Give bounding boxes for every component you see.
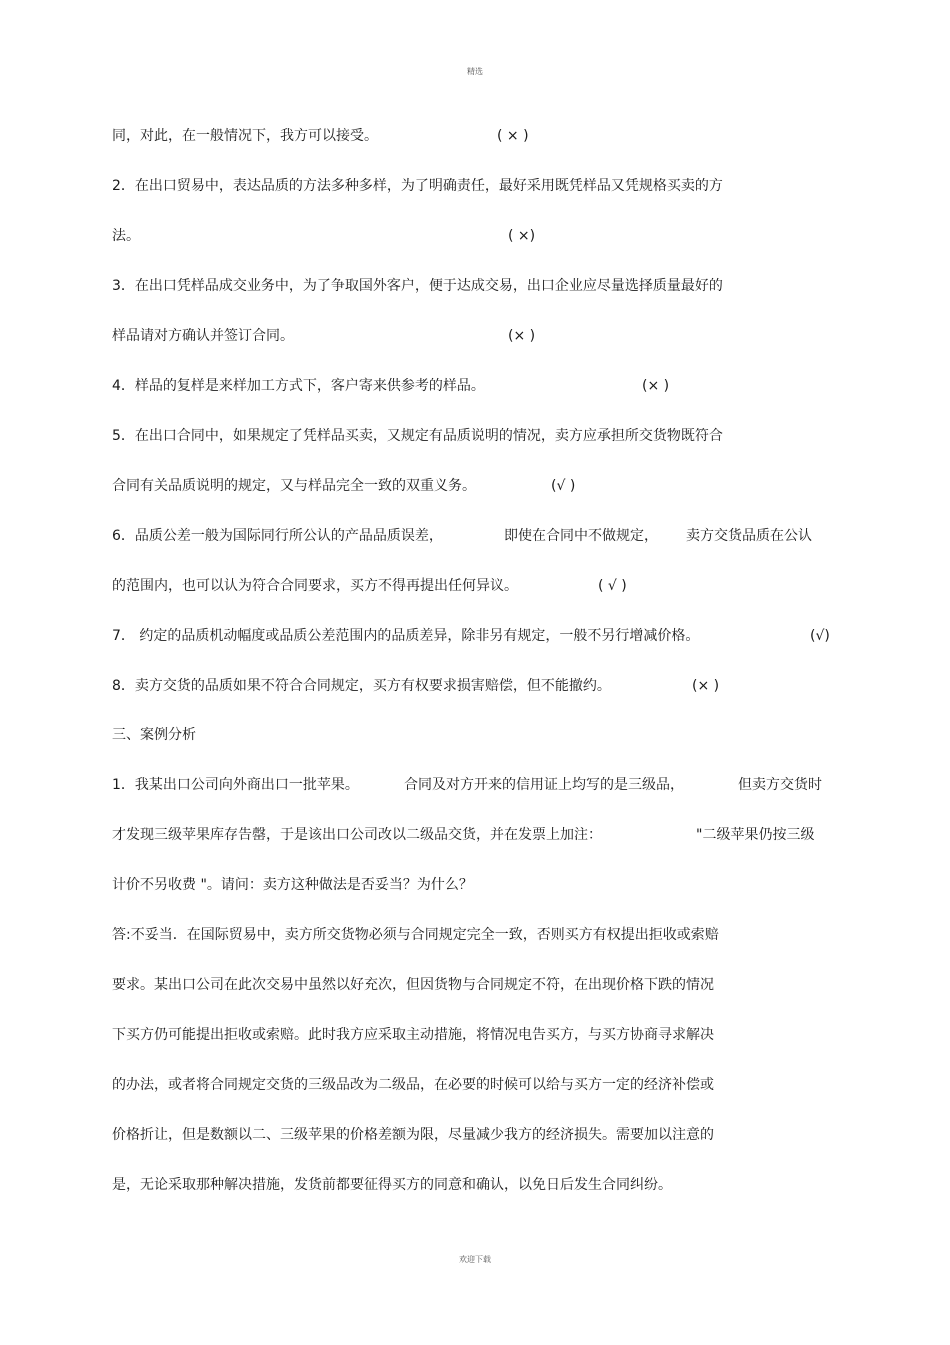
q6-part3: 卖方交货品质在公认 — [686, 528, 812, 544]
answer-line-2: 要求。某出口公司在此次交易中虽然以好充次，但因货物与合同规定不符，在出现价格下跌的情况 — [112, 977, 714, 993]
q1-answer: ( × ) — [497, 128, 529, 144]
q6-part1: 6．品质公差一般为国际同行所公认的产品品质误差， — [112, 528, 443, 544]
q2-line1: 2．在出口贸易中，表达品质的方法多种多样，为了明确责任，最好采用既凭样品又凭规格买卖的方 — [112, 178, 723, 194]
q6-answer: ( √ ) — [598, 578, 627, 594]
q1-text: 同，对此，在一般情况下，我方可以接受。 — [112, 128, 378, 144]
page-header: 精选 — [467, 67, 483, 76]
answer-line-1: 答:不妥当．在国际贸易中，卖方所交货物必须与合同规定完全一致，否则买方有权提出拒收或索赔 — [112, 927, 719, 943]
answer-line-3: 下买方仍可能提出拒收或索赔。此时我方应采取主动措施，将情况电告买方，与买方协商寻求解决 — [112, 1027, 714, 1043]
q3-line2: 样品请对方确认并签订合同。 — [112, 328, 294, 344]
answer-line-6: 是，无论采取那种解决措施，发货前都要征得买方的同意和确认，以免日后发生合同纠纷。 — [112, 1177, 672, 1193]
page-footer: 欢迎下载 — [459, 1255, 491, 1264]
q7-line1: 7． 约定的品质机动幅度或品质公差范围内的品质差异，除非另有规定，一般不另行增减价格。 — [112, 628, 700, 644]
case1-line1b: 合同及对方开来的信用证上均写的是三级品， — [404, 777, 684, 793]
case1-line2a: 才发现三级苹果库存告罄，于是该出口公司改以二级品交货，并在发票上加注： — [112, 827, 602, 843]
q6-line2: 的范围内，也可以认为符合合同要求，买方不得再提出任何异议。 — [112, 578, 518, 594]
section-title: 三、案例分析 — [112, 727, 196, 743]
q6-part2: 即使在合同中不做规定， — [504, 528, 658, 544]
answer-line-5: 价格折让，但是数额以二、三级苹果的价格差额为限，尽量减少我方的经济损失。需要加以注意的 — [112, 1127, 714, 1143]
q3-answer: (× ) — [508, 328, 536, 344]
q3-line1: 3．在出口凭样品成交业务中，为了争取国外客户，便于达成交易，出口企业应尽量选择质量最好的 — [112, 278, 723, 294]
case1-line1c: 但卖方交货时 — [738, 777, 822, 793]
q5-answer: (√ ) — [551, 478, 576, 494]
q8-answer: (× ) — [692, 678, 720, 694]
q7-answer: (√) — [810, 628, 830, 644]
q5-line1: 5．在出口合同中，如果规定了凭样品买卖，又规定有品质说明的情况，卖方应承担所交货物既符合 — [112, 428, 723, 444]
case1-line3: 计价不另收费 "。请问：卖方这种做法是否妥当？为什么？ — [112, 877, 473, 893]
q2-answer: ( ×) — [508, 228, 536, 244]
q5-line2: 合同有关品质说明的规定，又与样品完全一致的双重义务。 — [112, 478, 476, 494]
q4-line1: 4．样品的复样是来样加工方式下，客户寄来供参考的样品。 — [112, 378, 485, 394]
case1-line1a: 1．我某出口公司向外商出口一批苹果。 — [112, 777, 359, 793]
case1-line2b: "二级苹果仍按三级 — [696, 827, 815, 843]
q2-line2: 法。 — [112, 228, 140, 244]
q8-line1: 8．卖方交货的品质如果不符合合同规定，买方有权要求损害赔偿，但不能撤约。 — [112, 678, 611, 694]
q4-answer: (× ) — [642, 378, 670, 394]
answer-line-4: 的办法，或者将合同规定交货的三级品改为二级品，在必要的时候可以给与买方一定的经济补偿或 — [112, 1077, 714, 1093]
